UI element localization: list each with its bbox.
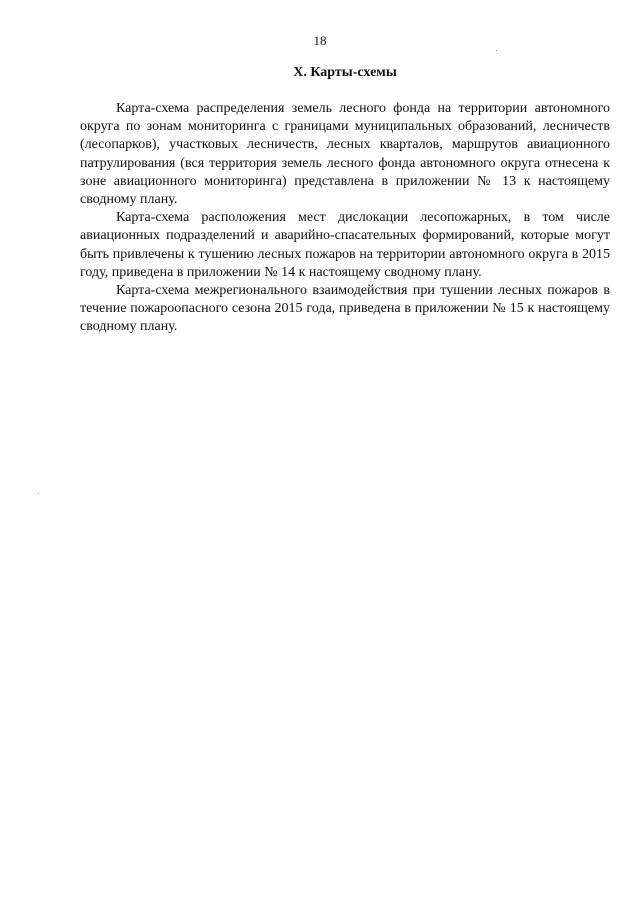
paragraph-map-forest-zones: Карта-схема распределения земель лесного фонда на территории автономного округа по зонам мониторинга с границами муниципальных образований, лесничеств (лесопарков), участковых лесничеств, лесных кварталов, маршрутов авиационного патрулирования (вся территория земель лесного фонда автономного округа отнесена к зоне авиационного мониторинга) представлена в приложении № 13 к настоящему сводному плану.: [80, 101, 610, 208]
page-number: 18: [313, 33, 327, 48]
scan-speck-top-right: [496, 50, 497, 51]
paragraph-map-fire-units: Карта-схема расположения мест дислокации лесопожарных, в том числе авиационных подразделений и аварийно-спасательных формирований, которые могут быть привлечены к тушению лесных пожаров на территории автономного округа в 2015 году, приведена в приложении № 14 к настоящему сводному плану.: [80, 210, 610, 280]
section-title: X. Карты-схемы: [293, 65, 397, 80]
scan-speck-left-margin: [38, 493, 39, 494]
body-text: [80, 100, 610, 337]
paragraph-map-interregional: Карта-схема межрегионального взаимодействия при тушении лесных пожаров в течение пожароопасного сезона 2015 года, приведена в приложении № 15 к настоящему сводному плану.: [80, 283, 610, 335]
